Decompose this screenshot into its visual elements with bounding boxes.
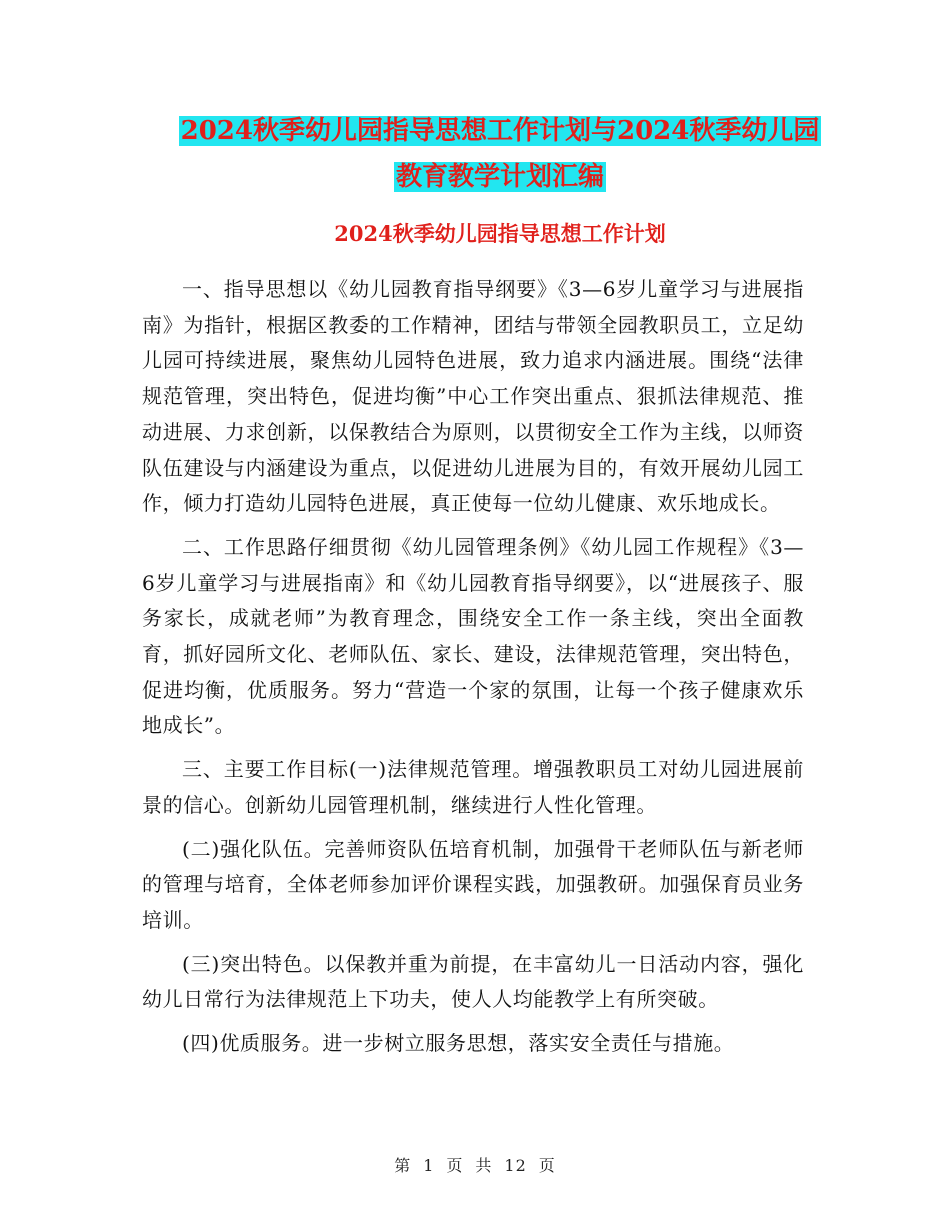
- section-title: 2024秋季幼儿园指导思想工作计划: [334, 221, 666, 246]
- footer-label-di: 第: [394, 1156, 412, 1175]
- page-number-footer: [0, 1153, 950, 1176]
- footer-page-total: 12: [504, 1156, 527, 1175]
- paragraph-work-approach: 二、工作思路仔细贯彻《幼儿园管理条例》《幼儿园工作规程》《3—6岁儿童学习与进展指南》和《幼儿园教育指导纲要》，以“进展孩子、服务家长，成就老师”为教育理念，围绕安全工作一条主线，突出全面教育，抓好园所文化、老师队伍、家长、建设，法律规范管理，突出特色，促进均衡，优质服务。努力“营造一个家的氛围，让每一个孩子健康欢乐地成长”。: [142, 534, 804, 738]
- document-body: [142, 272, 804, 1070]
- footer-label-ye: 页: [446, 1156, 464, 1175]
- paragraph-strengthen-team: (二)强化队伍。完善师资队伍培育机制，加强骨干老师队伍与新老师的管理与培育，全体老师参加评价课程实践，加强教研。加强保育员业务培训。: [142, 836, 804, 932]
- paragraph-guiding-ideology: 一、指导思想以《幼儿园教育指导纲要》《3—6岁儿童学习与进展指南》为指针，根据区教委的工作精神，团结与带领全园教职员工，立足幼儿园可持续进展，聚焦幼儿园特色进展，致力追求内涵进展。围绕“法律规范管理，突出特色，促进均衡”中心工作突出重点、狠抓法律规范、推动进展、力求创新，以保教结合为原则，以贯彻安全工作为主线，以师资队伍建设与内涵建设为重点，以促进幼儿进展为目的，有效开展幼儿园工作，倾力打造幼儿园特色进展，真正使每一位幼儿健康、欢乐地成长。: [142, 277, 804, 516]
- paragraph-highlight-features: (三)突出特色。以保教并重为前提，在丰富幼儿一日活动内容，强化幼儿日常行为法律规范上下功夫，使人人均能教学上有所突破。: [142, 951, 804, 1012]
- footer-page-current: 1: [423, 1156, 435, 1175]
- paragraph-quality-service: (四)优质服务。进一步树立服务思想，落实安全责任与措施。: [182, 1031, 735, 1056]
- paragraph-main-goals: 三、主要工作目标(一)法律规范管理。增强教职员工对幼儿园进展前景的信心。创新幼儿园管理机制，继续进行人性化管理。: [142, 757, 804, 817]
- document-title-line-1: 2024秋季幼儿园指导思想工作计划与2024秋季幼儿园: [180, 116, 820, 146]
- document-title: [140, 108, 860, 200]
- footer-label-ye-2: 页: [538, 1156, 556, 1175]
- footer-label-gong: 共: [475, 1156, 493, 1175]
- document-title-line-2: 教育教学计划汇编: [395, 162, 604, 192]
